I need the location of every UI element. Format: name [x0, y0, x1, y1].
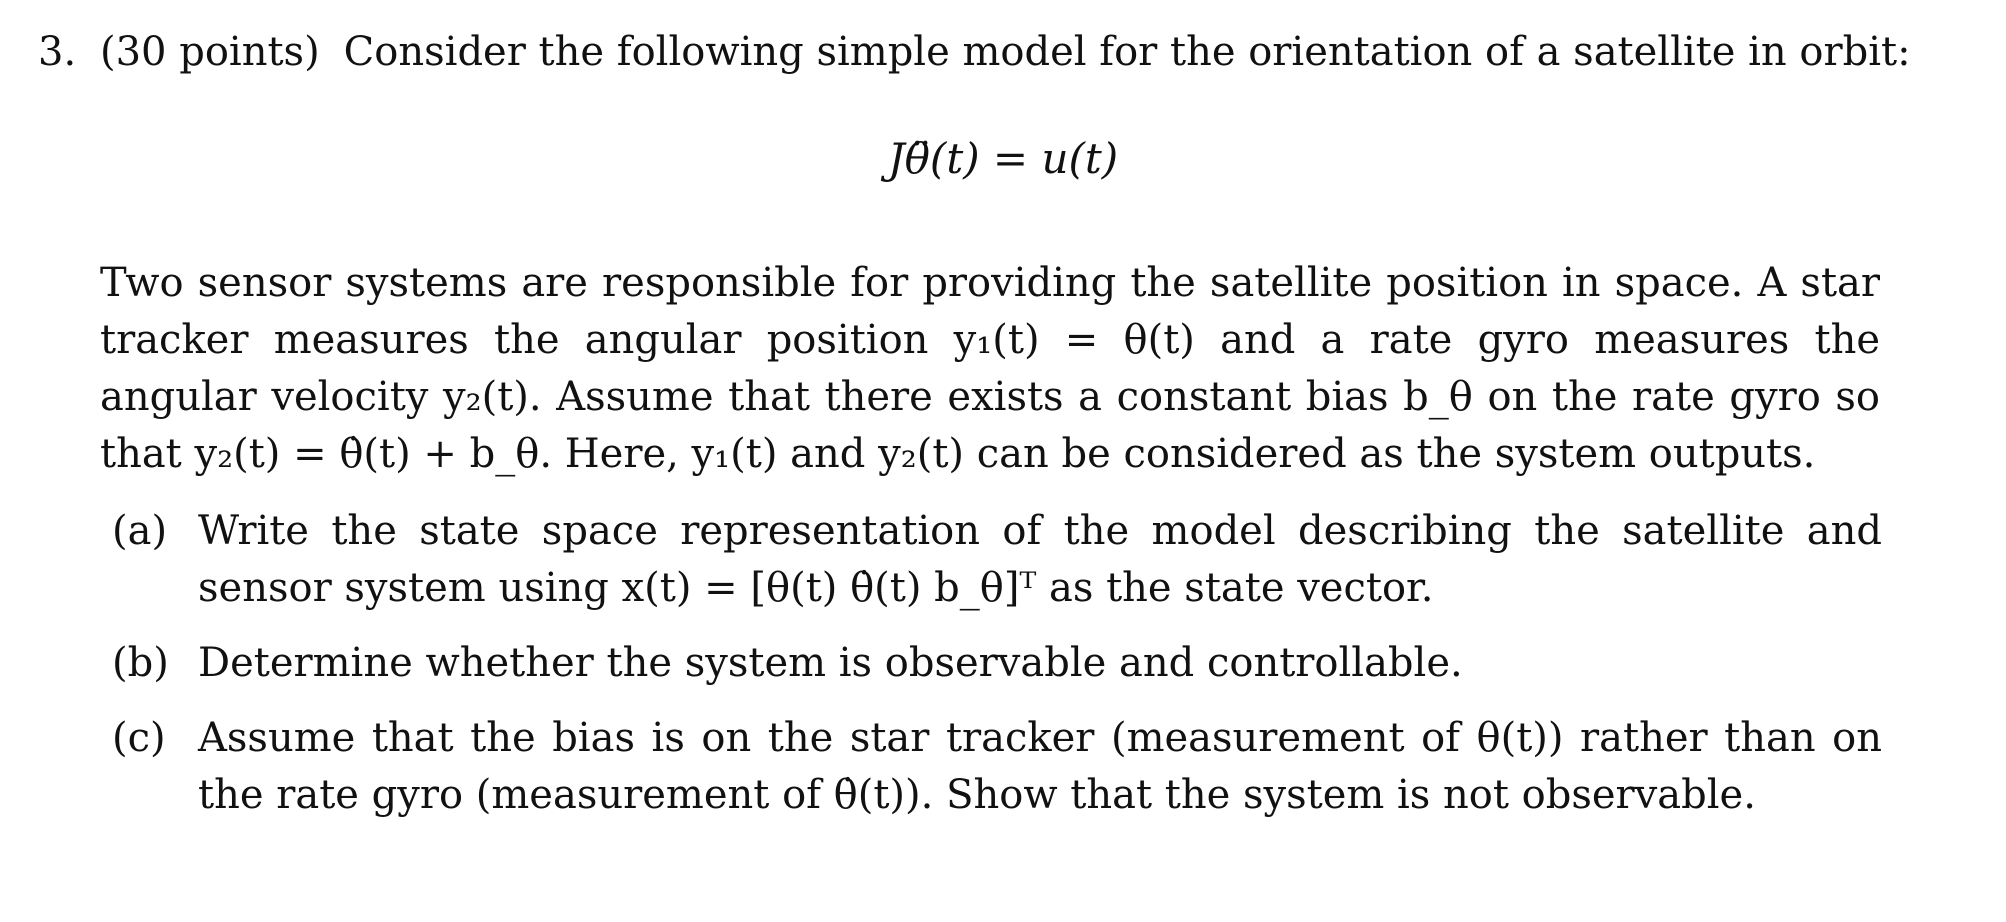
- problem-intro: Consider the following simple model for the orientation of a satellite in orbit:: [343, 29, 1911, 75]
- satellite-equation: Jθ̈(t) = u(t): [887, 134, 1119, 183]
- problem-number: 3.: [38, 29, 77, 75]
- problem-points: (30 points): [100, 29, 320, 75]
- part-c-label: (c): [112, 715, 166, 761]
- problem-parts: [112, 503, 1882, 842]
- part-c-text: Assume that the bias is on the star tracker (measurement of θ(t)) rather than on the rate gyro (measurement of θ̇(t)). Show that the system is not observable.: [198, 715, 1882, 818]
- part-b-label: (b): [112, 640, 169, 686]
- part-a-label: (a): [112, 508, 168, 554]
- part-c: [112, 710, 1882, 824]
- part-a: [112, 503, 1882, 617]
- part-b: [112, 635, 1882, 692]
- problem-header: [38, 24, 1911, 80]
- part-a-text: Write the state space representation of the model describing the satellite and sensor system using x(t) = [θ(t) θ̇(t) b_θ]ᵀ as the state vector.: [198, 508, 1882, 611]
- part-b-text: Determine whether the system is observable and controllable.: [198, 640, 1463, 686]
- problem-paragraph: Two sensor systems are responsible for providing the satellite position in space. A star tracker measures the angular position y₁(t) = θ(t) and a rate gyro measures the angular velocity y₂(t). Assume that there exists a constant bias b_θ on the rate gyro so that y₂(t) = θ̇(t) + b_θ. Here, y₁(t) and y₂(t) can be considered as the system outputs.: [100, 260, 1880, 477]
